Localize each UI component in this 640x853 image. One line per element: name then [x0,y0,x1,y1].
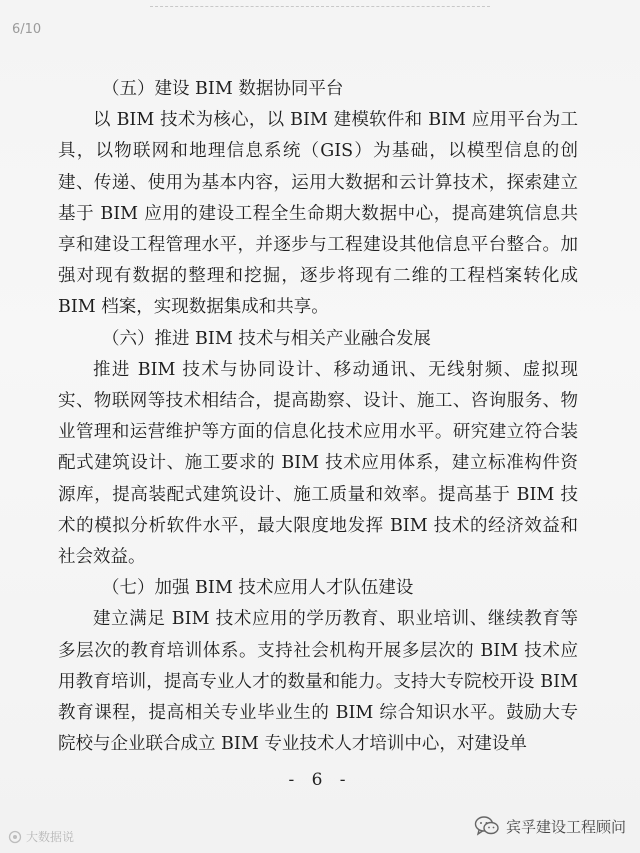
page-counter: 6/10 [12,22,42,37]
watermark-right [474,815,626,837]
top-divider [150,6,490,7]
section-heading-7: （七）加强 BIM 技术应用人才队伍建设 [102,578,414,599]
section-heading-5: （五）建设 BIM 数据协同平台 [102,79,344,99]
section-paragraph-7: 建立满足 BIM 技术应用的学历教育、职业培训、继续教育等多层次的教育培训体系。支持社会机构开展多层次的 BIM 技术应用教育培训，提高专业人才的数量和能力。支持大专院校开设 BIM 教育课程，提高相关专业毕业生的 BIM 综合知识水平。鼓励大专院校与企业联合成立 BIM 专业技术人才培训中心，对建设单 [58,609,578,755]
circle-logo-icon [8,830,22,844]
watermark-left-text: 大数据说 [26,830,75,844]
section-paragraph-6: 推进 BIM 技术与协同设计、移动通讯、无线射频、虚拟现实、物联网等技术相结合，提高勘察、设计、施工、咨询服务、物业管理和运营维护等方面的信息化技术应用水平。研究建立符合装配式建筑设计、施工要求的 BIM 技术应用体系，建立标准构件资源库，提高装配式建筑设计、施工质量和效率。提高基于 BIM 技术的模拟分析软件水平，最大限度地发挥 BIM 技术的经济效益和社会效益。 [58,359,578,568]
section-paragraph-5: 以 BIM 技术为核心，以 BIM 建模软件和 BIM 应用平台为工具，以物联网和地理信息系统（GIS）为基础，以模型信息的创建、传递、使用为基本内容，运用大数据和云计算技术，探索建立基于 BIM 应用的建设工程全生命期大数据中心，提高建筑信息共享和建设工程管理水平，并逐步与工程建设其他信息平台整合。加强对现有数据的整理和挖掘，逐步将现有二维的工程档案转化成 BIM 档案，实现数据集成和共享。 [58,110,578,318]
page-number: - 6 - [288,770,352,790]
wechat-icon [474,815,500,837]
document-body [58,74,578,760]
section-heading-6: （六）推进 BIM 技术与相关产业融合发展 [102,328,431,349]
watermark-right-text: 宾孚建设工程顾问 [505,817,626,836]
watermark-left [8,828,74,845]
